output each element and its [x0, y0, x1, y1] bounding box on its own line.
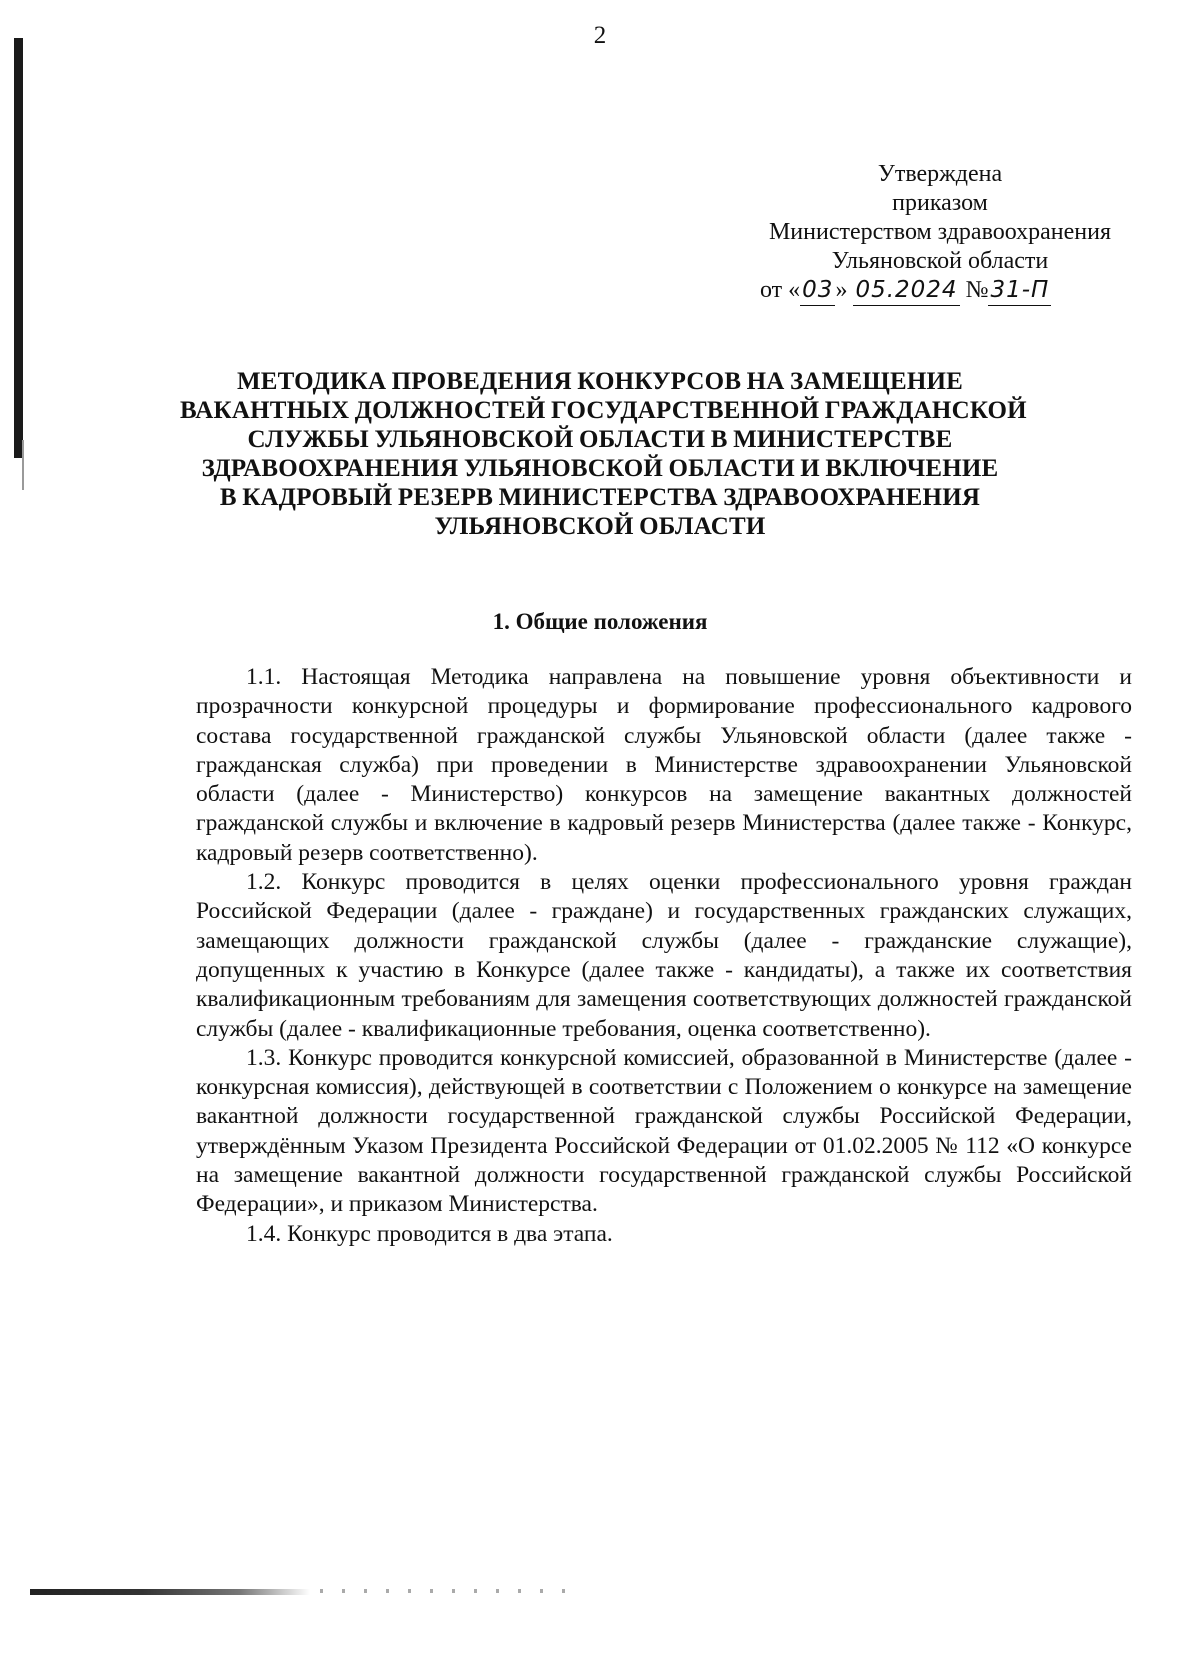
scan-edge-artifact — [14, 38, 23, 458]
scan-bottom-dots — [320, 1589, 580, 1593]
title-line-5: В КАДРОВЫЙ РЕЗЕРВ МИНИСТЕРСТВА ЗДРАВООХРАНЕНИЯ — [219, 484, 981, 511]
approval-block — [700, 160, 1180, 306]
approval-line-ministry: Министерством здравоохранения — [768, 219, 1112, 245]
date-prefix: от « — [760, 277, 801, 303]
paragraph-1-3: 1.3. Конкурс проводится конкурсной комиссией, образованной в Министерстве (далее - конкурсная комиссия), действующей в соответствии с Положением о конкурсе на замещение вакантной должности государственной гражданской службы Российской Федерации, утверждённым Указом Президента Российской Федерации от 01.02.2005 № 112 «О конкурсе на замещение вакантной должности государственной гражданской службы Российской Федерации», и приказом Министерства. — [196, 1044, 1132, 1218]
scan-bottom-artifact — [30, 1589, 310, 1595]
page-number: 2 — [593, 22, 607, 49]
paragraph-1-1: 1.1. Настоящая Методика направлена на повышение уровня объективности и прозрачности конкурсной процедуры и формирование профессионального кадрового состава государственной гражданской службы Ульяновской области (далее также - гражданская служба) при проведении в Министерстве здравоохранении Ульяновской области (далее - Министерство) конкурсов на замещение вакантных должностей гражданской службы и включение в кадровый резерв Министерства (далее также - Конкурс, кадровый резерв соответственно). — [196, 664, 1132, 866]
handwritten-day: 03 — [800, 276, 835, 306]
title-line-2: ВАКАНТНЫХ ДОЛЖНОСТЕЙ ГОСУДАРСТВЕННОЙ ГРАЖДАНСКОЙ — [180, 397, 1027, 424]
section-heading: 1. Общие положения — [492, 609, 708, 634]
number-prefix: № — [965, 277, 989, 303]
approval-line-region: Ульяновской области — [831, 248, 1049, 274]
title-line-3: СЛУЖБЫ УЛЬЯНОВСКОЙ ОБЛАСТИ В МИНИСТЕРСТВЕ — [247, 426, 953, 453]
handwritten-date: 05.2024 — [853, 276, 959, 306]
paragraph-1-4: 1.4. Конкурс проводится в два этапа. — [246, 1220, 613, 1247]
body-text — [196, 663, 1132, 1249]
approval-line-order: приказом — [892, 190, 988, 216]
handwritten-number: 31-П — [988, 276, 1051, 306]
approval-line-approved: Утверждена — [877, 161, 1003, 187]
approval-date-line — [700, 276, 1180, 306]
title-line-6: УЛЬЯНОВСКОЙ ОБЛАСТИ — [434, 513, 766, 540]
document-title — [180, 367, 1027, 541]
paragraph-1-2: 1.2. Конкурс проводится в целях оценки профессионального уровня граждан Российской Федерации (далее - граждане) и государственных гражданских служащих, замещающих должности гражданской службы (далее - гражданские служащие), допущенных к участию в Конкурсе (далее также - кандидаты), а также их соответствия квалификационным требованиям для замещения соответствующих должностей гражданской службы (далее - квалификационные требования, оценка соответственно). — [196, 869, 1132, 1042]
title-line-1: МЕТОДИКА ПРОВЕДЕНИЯ КОНКУРСОВ НА ЗАМЕЩЕНИЕ — [236, 368, 964, 395]
date-quote: » — [835, 277, 848, 303]
title-line-4: ЗДРАВООХРАНЕНИЯ УЛЬЯНОВСКОЙ ОБЛАСТИ И ВКЛЮЧЕНИЕ — [201, 455, 999, 482]
scan-edge-artifact-faint — [22, 440, 24, 490]
